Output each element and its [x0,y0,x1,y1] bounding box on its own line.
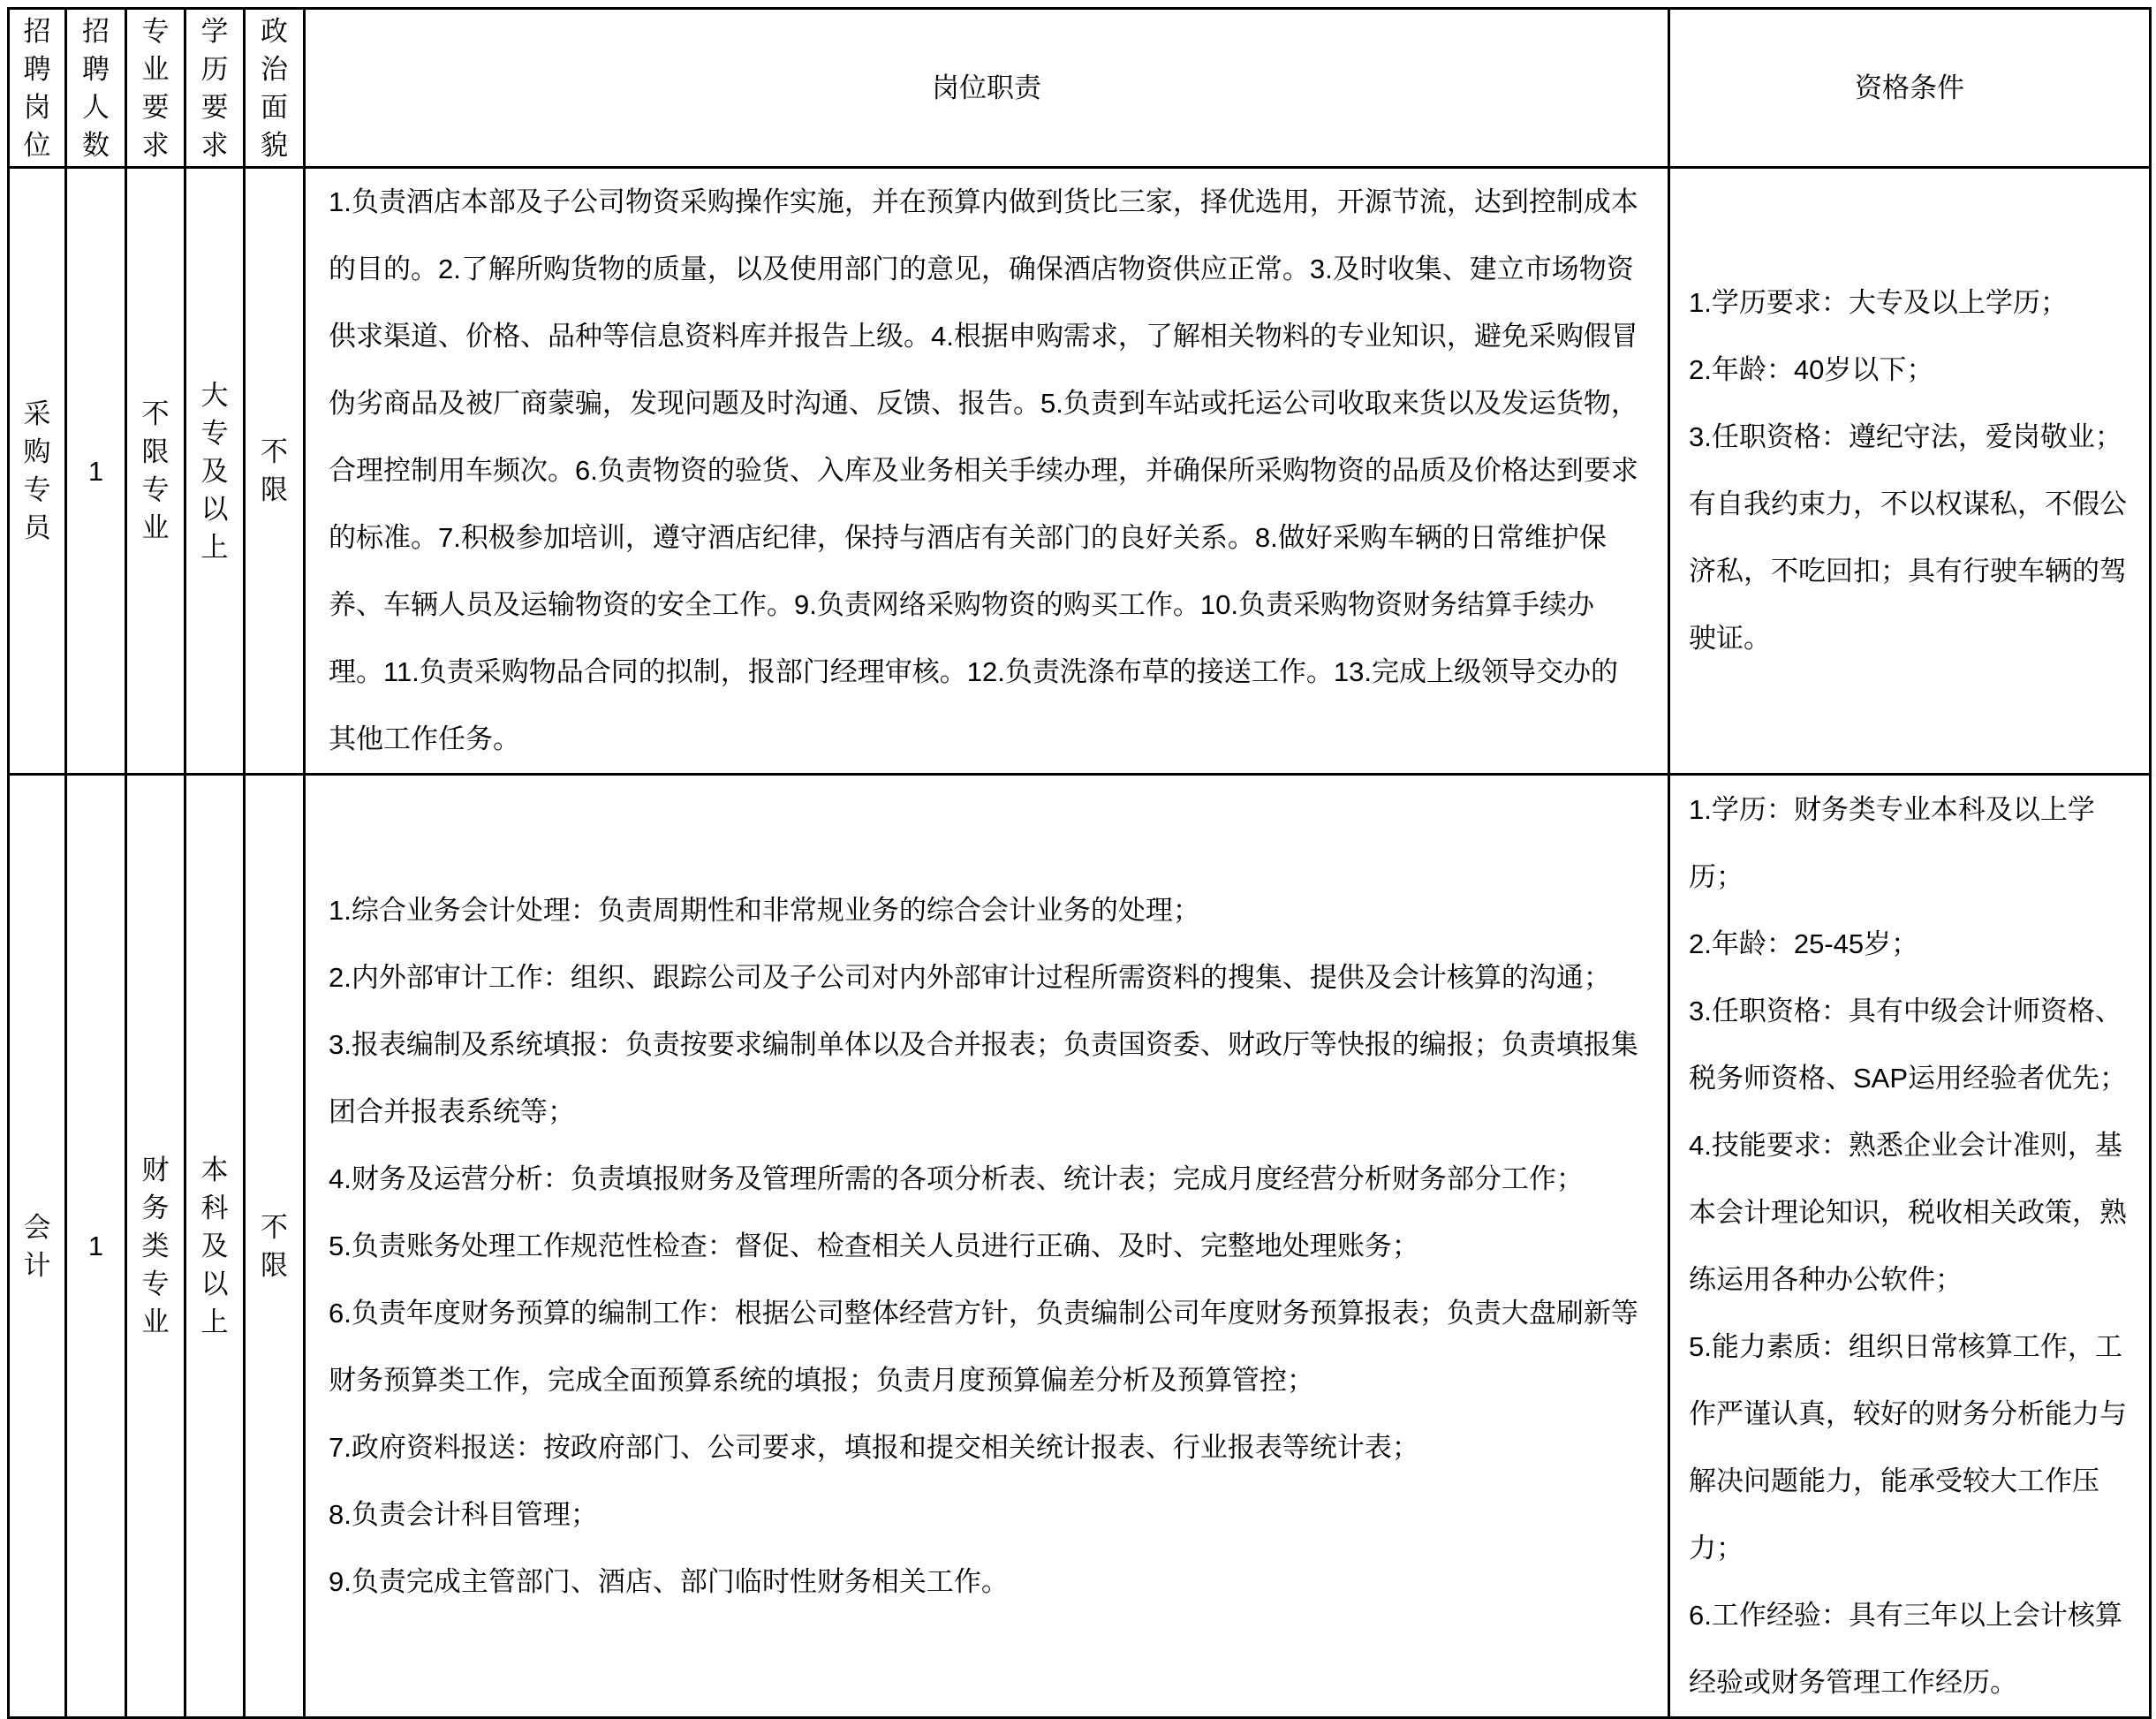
major-value: 不限专业 [141,398,170,543]
table-row-accountant [9,775,2151,1718]
cell-count [66,168,126,775]
cell-duties [305,168,1669,775]
count-value: 1 [87,1231,104,1261]
table-header [9,9,2151,168]
recruitment-table [7,7,2152,1719]
education-value: 本科及以上 [200,1155,229,1337]
text-line: 1.学历：财务类专业本科及以上学历； [1689,793,2095,892]
qualifications-text [1670,776,2149,1716]
text-line: 5.负责账务处理工作规范性检查：督促、检查相关人员进行正确、及时、完整地处理账务； [329,1230,1419,1261]
header-position-label: 招聘岗位 [23,15,51,161]
text-line: 1.综合业务会计处理：负责周期性和非常规业务的综合会计业务的处理； [329,894,1200,926]
cell-political [245,775,305,1718]
text-line: 2.年龄：25-45岁； [1689,928,1919,959]
header-political-label: 政治面貌 [261,15,288,161]
cell-duties [305,775,1669,1718]
header-count [66,9,126,168]
duties-text [306,169,1668,773]
text-line: 6.负责年度财务预算的编制工作：根据公司整体经营方针，负责编制公司年度财务预算报表；负责大盘刷新等财务预算类工作，完成全面预算系统的填报；负责月度预算偏差分析及预算管控； [329,1297,1638,1396]
duties-text [306,877,1668,1616]
header-major-label: 专业要求 [141,15,170,161]
cell-position [9,168,66,775]
text-line: 4.财务及运营分析：负责填报财务及管理所需的各项分析表、统计表；完成月度经营分析财务部分工作； [329,1162,1584,1194]
cell-political [245,168,305,775]
header-education-label: 学历要求 [200,15,229,161]
table-row-procurement [9,168,2151,775]
header-position [9,9,66,168]
text-line: 3.任职资格：具有中级会计师资格、税务师资格、SAP运用经验者优先； [1689,995,2128,1094]
text-line: 3.报表编制及系统填报：负责按要求编制单体以及合并报表；负责国资委、财政厅等快报的编报；负责填报集团合并报表系统等； [329,1028,1638,1127]
header-major [126,9,185,168]
header-row [9,9,2151,168]
cell-qualifications [1669,168,2151,775]
text-line: 7.政府资料报送：按政府部门、公司要求，填报和提交相关统计报表、行业报表等统计表； [329,1431,1419,1463]
header-qualifications-label: 资格条件 [1855,72,1964,103]
text-line: 3.任职资格：遵纪守法，爱岗敬业；有自我约束力，不以权谋私，不假公济私，不吃回扣；具有行驶车辆的驾驶证。 [1689,421,2127,654]
text-line: 8.负责会计科目管理； [329,1498,598,1530]
header-political [245,9,305,168]
header-duties-label: 岗位职责 [932,72,1041,103]
cell-position [9,775,66,1718]
text-line: 2.内外部审计工作：组织、跟踪公司及子公司对内外部审计过程所需资料的搜集、提供及会计核算的沟通； [329,961,1611,993]
header-count-label: 招聘人数 [82,15,110,161]
education-value: 大专及以上 [200,379,229,563]
political-value: 不限 [261,436,288,505]
cell-count [66,775,126,1718]
header-qualifications [1669,9,2151,168]
text-line: 1.学历要求：大专及以上学历； [1689,287,2068,318]
table-body [9,168,2151,1718]
text-line: 6.工作经验：具有三年以上会计核算经验或财务管理工作经历。 [1689,1599,2122,1698]
header-education [185,9,245,168]
text-line: 9.负责完成主管部门、酒店、部门临时性财务相关工作。 [329,1565,1009,1597]
cell-major [126,168,185,775]
qualifications-text [1670,269,2149,672]
cell-education [185,775,245,1718]
cell-education [185,168,245,775]
text-line: 2.年龄：40岁以下； [1689,354,1934,385]
position-value: 会计 [23,1211,51,1281]
header-duties [305,9,1669,168]
text-line: 1.负责酒店本部及子公司物资采购操作实施，并在预算内做到货比三家，择优选用，开源节流，达到控制成本的目的。2.了解所购货物的质量，以及使用部门的意见，确保酒店物资供应正常。3.及时收集、建立市场物资供求渠道、价格、品种等信息资料库并报告上级。4.根据申购需求，了解相关物料的专业知识，避免采购假冒伪劣商品及被厂商蒙骗，发现问题及时沟通、反馈、报告。5.负责到车站或托运公司收取来货以及发运货物，合理控制用车频次。6.负责物资的验货、入库及业务相关手续办理，并确保所采购物资的品质及价格达到要求的标准。7.积极参加培训，遵守酒店纪律，保持与酒店有关部门的良好关系。8.做好采购车辆的日常维护保养、车辆人员及运输物资的安全工作。9.负责网络采购物资的购买工作。10.负责采购物资财务结算手续办理。11.负责采购物品合同的拟制，报部门经理审核。12.负责洗涤布草的接送工作。13.完成上级领导交办的其他工作任务。 [329,186,1638,754]
text-line: 5.能力素质：组织日常核算工作，工作严谨认真，较好的财务分析能力与解决问题能力，能承受较大工作压力； [1689,1330,2127,1564]
text-line: 4.技能要求：熟悉企业会计准则，基本会计理论知识，税收相关政策，熟练运用各种办公软件； [1689,1129,2127,1295]
political-value: 不限 [261,1211,288,1281]
count-value: 1 [87,455,104,487]
major-value: 财务类专业 [141,1155,170,1337]
cell-major [126,775,185,1718]
position-value: 采购专员 [23,398,51,543]
cell-qualifications [1669,775,2151,1718]
